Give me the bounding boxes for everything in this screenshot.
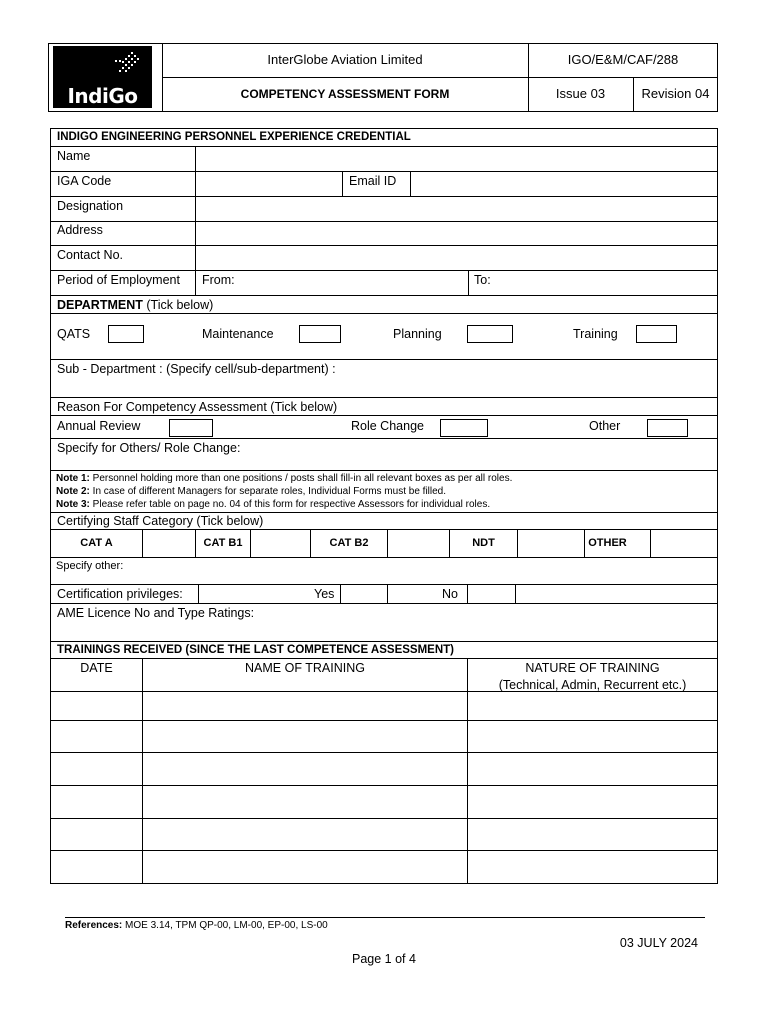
certifying-title: Certifying Staff Category (Tick below) bbox=[57, 514, 264, 528]
privileges-yes-label: Yes bbox=[314, 587, 335, 601]
references-text: MOE 3.14, TPM QP-00, LM-00, EP-00, LS-00 bbox=[122, 920, 328, 931]
privileges-no-label: No bbox=[442, 587, 458, 601]
footer-page-number: Page 1 of 4 bbox=[352, 952, 416, 966]
table-row[interactable] bbox=[51, 851, 717, 883]
department-training-checkbox[interactable] bbox=[636, 325, 677, 343]
footer-divider bbox=[65, 917, 705, 918]
cat-b2-label: CAT B2 bbox=[329, 537, 369, 549]
reason-role-change-checkbox[interactable] bbox=[440, 419, 488, 437]
other-category-label: OTHER bbox=[588, 537, 627, 549]
table-row[interactable] bbox=[51, 753, 717, 785]
department-qats-checkbox[interactable] bbox=[108, 325, 144, 343]
note-2-label: Note 2: bbox=[56, 486, 90, 497]
email-label: Email ID bbox=[349, 174, 397, 188]
reason-title: Reason For Competency Assessment (Tick below) bbox=[57, 400, 338, 414]
table-row[interactable] bbox=[51, 721, 717, 752]
note-1-label: Note 1: bbox=[56, 473, 90, 484]
note-2-text: In case of different Managers for separate roles, Individual Forms must be filled. bbox=[89, 486, 447, 497]
department-maintenance-checkbox[interactable] bbox=[299, 325, 341, 343]
sub-department-field[interactable] bbox=[51, 378, 717, 397]
note-1-text: Personnel holding more than one positions / posts shall fill-in all relevant boxes as per all roles. bbox=[89, 473, 513, 484]
trainings-name-header: NAME OF TRAINING bbox=[245, 661, 365, 675]
contact-label: Contact No. bbox=[57, 248, 124, 262]
specify-other-field[interactable] bbox=[130, 558, 717, 584]
trainings-nature-subheader: (Technical, Admin, Recurrent etc.) bbox=[498, 678, 687, 692]
reason-other-checkbox[interactable] bbox=[647, 419, 688, 437]
name-label: Name bbox=[57, 149, 91, 163]
issue-number: Issue 03 bbox=[555, 86, 606, 101]
company-name: InterGlobe Aviation Limited bbox=[267, 52, 423, 67]
designation-field[interactable] bbox=[196, 197, 717, 221]
period-from-field[interactable] bbox=[240, 271, 468, 295]
ndt-checkbox[interactable] bbox=[518, 530, 584, 557]
cat-b1-label: CAT B1 bbox=[203, 537, 243, 549]
department-qats-label: QATS bbox=[57, 327, 91, 341]
references-label: References: bbox=[65, 920, 123, 931]
reason-annual-label: Annual Review bbox=[57, 419, 141, 433]
reason-role-change-label: Role Change bbox=[351, 419, 424, 433]
address-label: Address bbox=[57, 223, 103, 237]
period-from-label: From: bbox=[202, 273, 235, 287]
footer-date: 03 JULY 2024 bbox=[619, 936, 698, 950]
footer-references bbox=[65, 920, 328, 932]
email-field[interactable] bbox=[411, 172, 717, 196]
specify-other-label: Specify other: bbox=[56, 560, 124, 572]
revision-number: Revision 04 bbox=[641, 86, 710, 101]
cat-a-label: CAT A bbox=[80, 537, 113, 549]
period-label: Period of Employment bbox=[57, 273, 180, 287]
department-title bbox=[57, 298, 213, 312]
iga-code-label: IGA Code bbox=[57, 174, 112, 188]
note-2 bbox=[56, 486, 446, 498]
name-field[interactable] bbox=[196, 147, 717, 171]
note-3-text: Please refer table on page no. 04 of this form for respective Assessors for individual roles. bbox=[89, 499, 491, 510]
cat-b2-checkbox[interactable] bbox=[388, 530, 449, 557]
table-row[interactable] bbox=[51, 692, 717, 720]
trainings-date-header: DATE bbox=[80, 661, 113, 675]
airplane-icon bbox=[109, 50, 149, 76]
trainings-section-title: TRAININGS RECEIVED (SINCE THE LAST COMPETENCE ASSESSMENT) bbox=[57, 644, 454, 656]
department-title-bold: DEPARTMENT bbox=[57, 298, 143, 312]
cat-a-checkbox[interactable] bbox=[143, 530, 195, 557]
ame-licence-field[interactable] bbox=[51, 622, 717, 641]
ame-licence-label: AME Licence No and Type Ratings: bbox=[57, 606, 255, 620]
period-to-field[interactable] bbox=[500, 271, 717, 295]
cat-b1-checkbox[interactable] bbox=[251, 530, 310, 557]
address-field[interactable] bbox=[196, 222, 717, 245]
credential-section-title: INDIGO ENGINEERING PERSONNEL EXPERIENCE CREDENTIAL bbox=[57, 131, 411, 143]
department-title-hint: (Tick below) bbox=[142, 298, 214, 312]
indigo-logo bbox=[53, 46, 152, 108]
period-to-label: To: bbox=[474, 273, 491, 287]
sub-department-label: Sub - Department : (Specify cell/sub-department) : bbox=[57, 362, 336, 376]
contact-field[interactable] bbox=[196, 246, 717, 270]
department-maintenance-label: Maintenance bbox=[202, 327, 274, 341]
privileges-yes-checkbox[interactable] bbox=[341, 585, 387, 603]
note-3 bbox=[56, 499, 490, 511]
note-1 bbox=[56, 473, 512, 485]
iga-code-field[interactable] bbox=[196, 172, 342, 196]
designation-label: Designation bbox=[57, 199, 124, 213]
privileges-no-checkbox[interactable] bbox=[468, 585, 515, 603]
ndt-label: NDT bbox=[472, 537, 495, 549]
logo-text: IndiGo bbox=[67, 84, 138, 108]
table-row[interactable] bbox=[51, 786, 717, 818]
certification-privileges-label: Certification privileges: bbox=[57, 587, 183, 601]
department-training-label: Training bbox=[573, 327, 618, 341]
department-planning-checkbox[interactable] bbox=[467, 325, 513, 343]
document-code: IGO/E&M/CAF/288 bbox=[567, 52, 679, 67]
form-title: COMPETENCY ASSESSMENT FORM bbox=[240, 87, 450, 101]
note-3-label: Note 3: bbox=[56, 499, 90, 510]
department-planning-label: Planning bbox=[393, 327, 442, 341]
reason-annual-checkbox[interactable] bbox=[169, 419, 213, 437]
trainings-nature-header: NATURE OF TRAINING bbox=[525, 661, 660, 675]
table-row[interactable] bbox=[51, 819, 717, 850]
reason-other-label: Other bbox=[589, 419, 621, 433]
other-category-checkbox[interactable] bbox=[651, 530, 717, 557]
specify-others-field[interactable] bbox=[250, 439, 717, 470]
specify-others-label: Specify for Others/ Role Change: bbox=[57, 441, 241, 455]
